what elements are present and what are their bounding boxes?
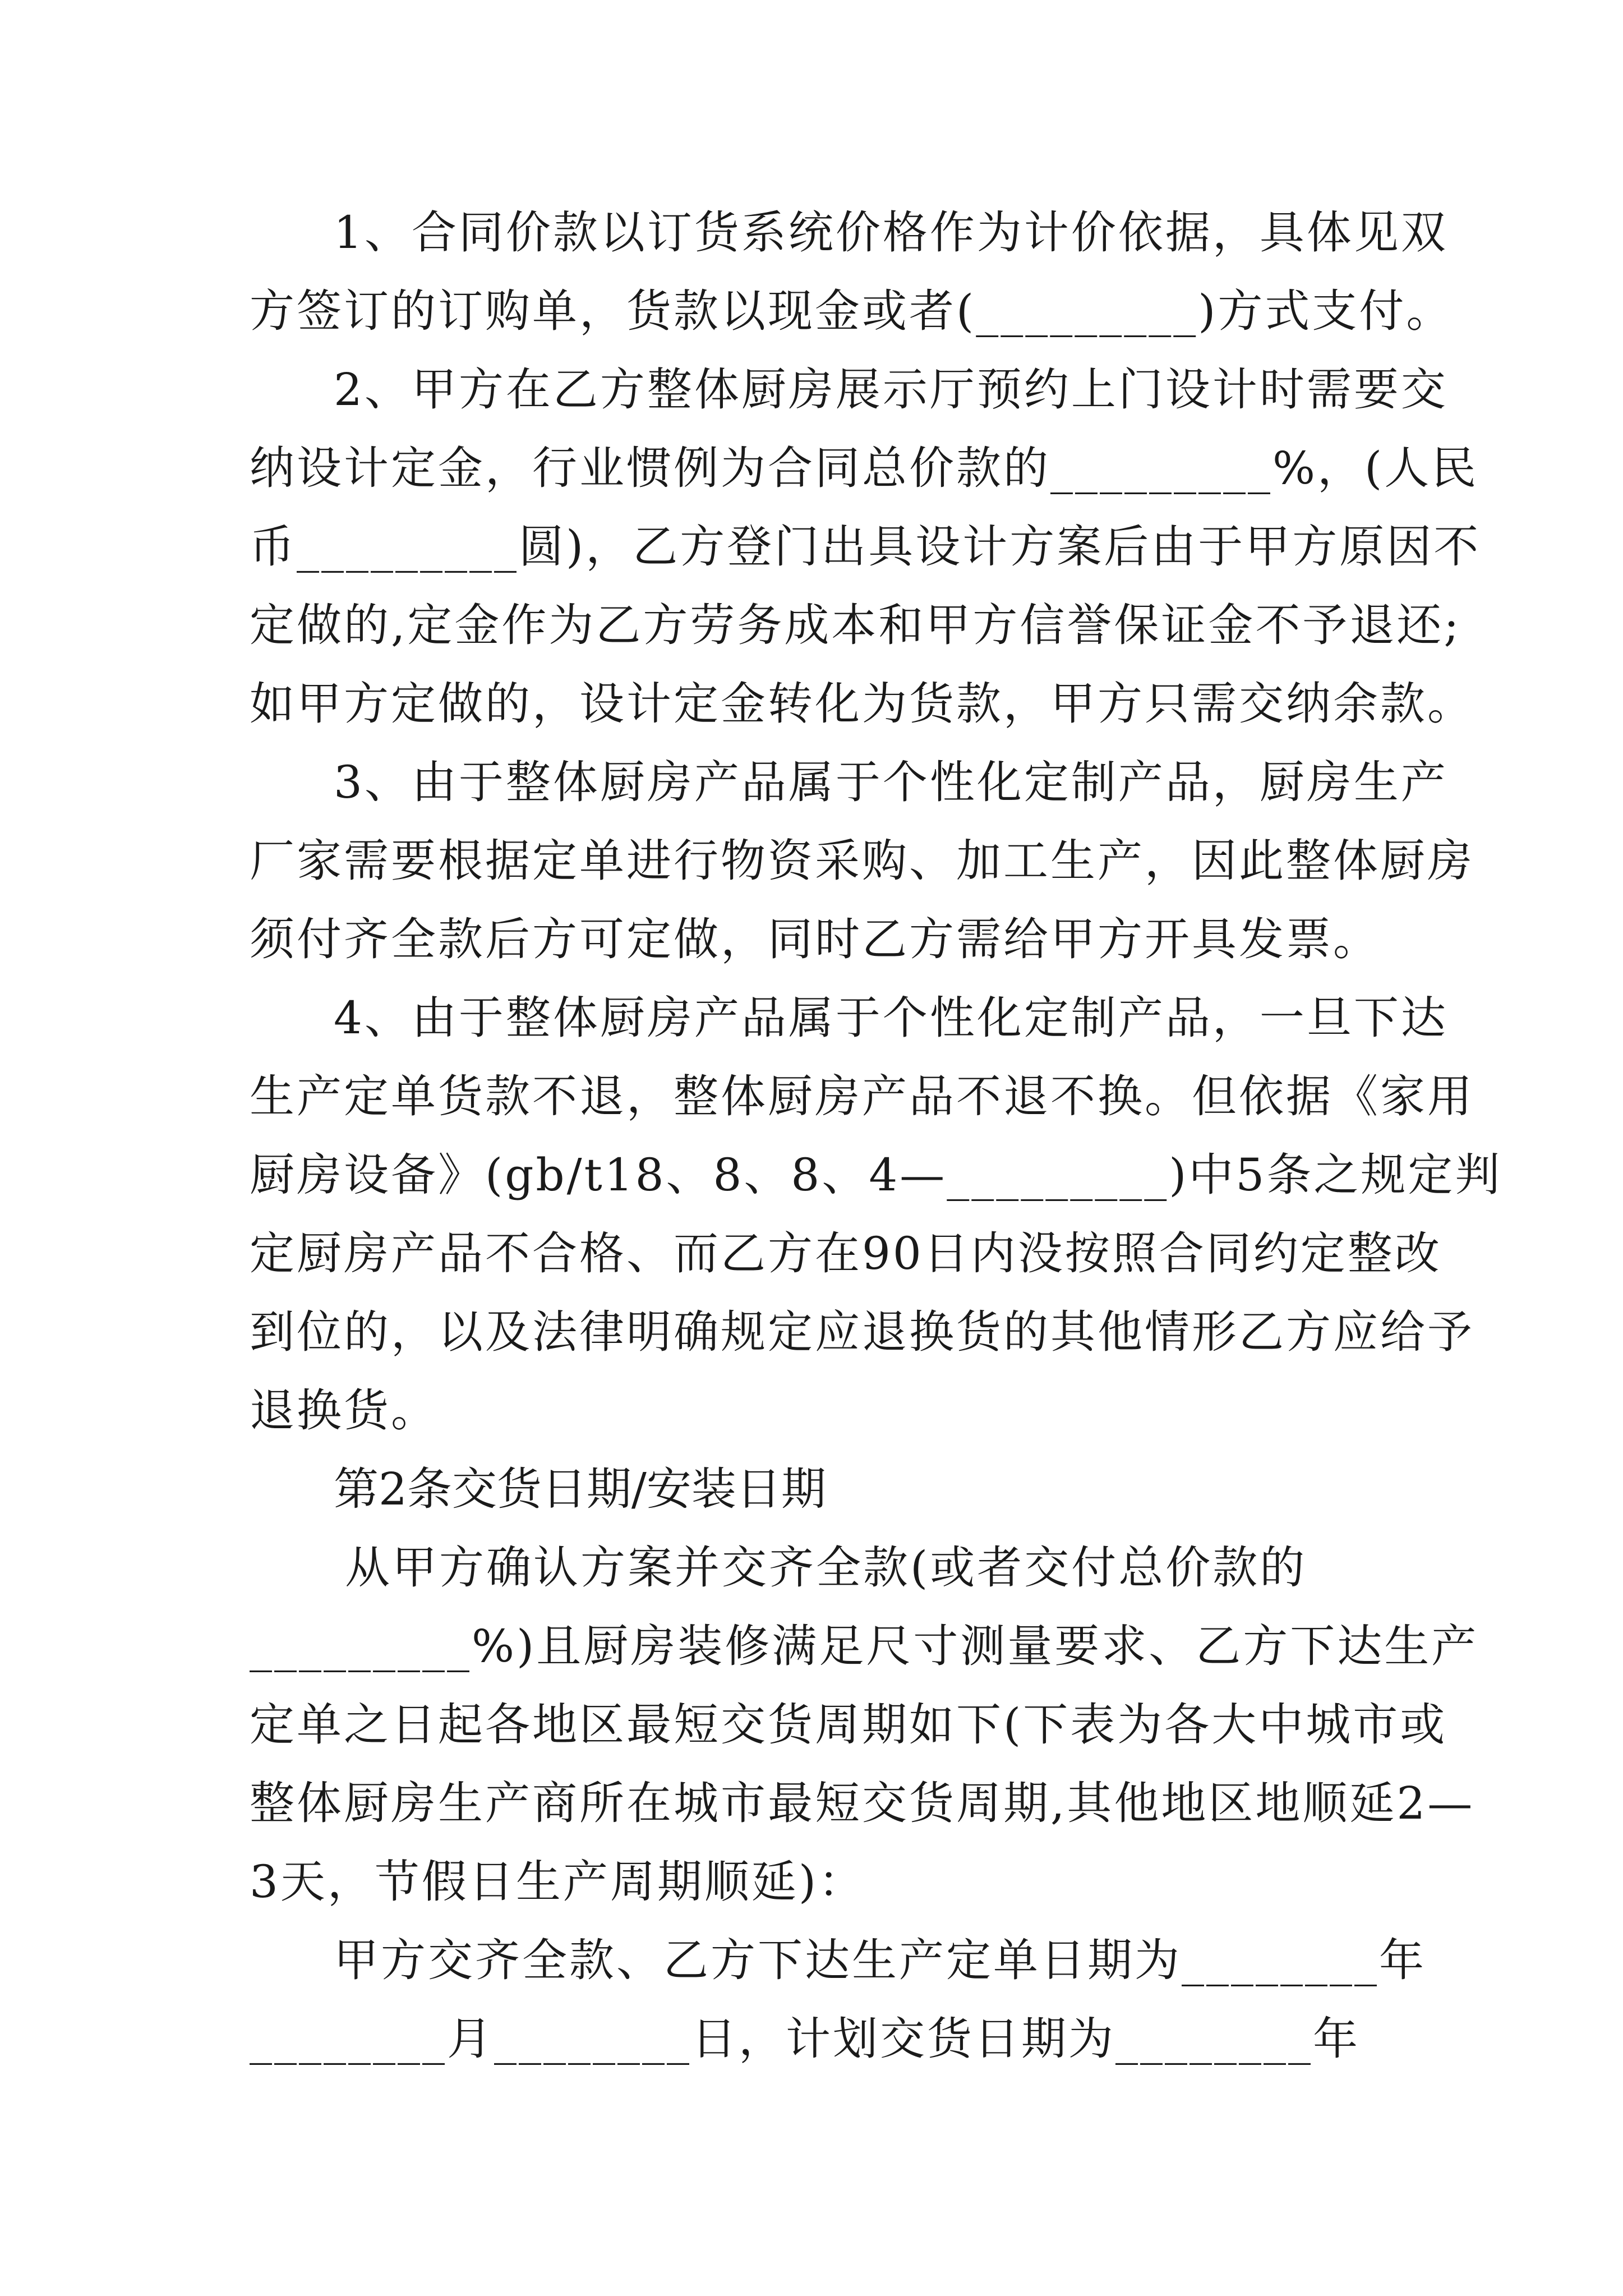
- text-line: 纳设计定金，行业惯例为合同总价款的_________%，(人民: [250, 442, 1479, 494]
- text-line: 3天，节假日生产周期顺延)：: [250, 1856, 866, 1908]
- text-line: 4、由于整体厨房产品属于个性化定制产品，一旦下达: [334, 992, 1448, 1044]
- text-line: 甲方交齐全款、乙方下达生产定单日期为________年: [334, 1934, 1426, 1986]
- text-line: 到位的，以及法律明确规定应退换货的其他情形乙方应给予: [250, 1306, 1474, 1358]
- text-line: ________月________日，计划交货日期为________年: [250, 2013, 1360, 2065]
- text-line: 3、由于整体厨房产品属于个性化定制产品，厨房生产: [334, 756, 1448, 808]
- text-line: 整体厨房生产商所在城市最短交货周期,其他地区地顺延2—: [250, 1777, 1475, 1829]
- text-line: 须付齐全款后方可定做，同时乙方需给甲方开具发票。: [250, 913, 1380, 965]
- text-line: 2、甲方在乙方整体厨房展示厅预约上门设计时需要交: [334, 364, 1448, 416]
- text-line: 厨房设备》(gb/t18、8、8、4—_________)中5条之规定判: [250, 1149, 1502, 1201]
- text-line: 币_________圆)，乙方登门出具设计方案后由于甲方原因不: [250, 521, 1481, 573]
- text-line: 退换货。: [250, 1384, 438, 1437]
- text-line: _________%)且厨房装修满足尺寸测量要求、乙方下达生产: [250, 1620, 1479, 1672]
- text-line: 厂家需要根据定单进行物资采购、加工生产，因此整体厨房: [250, 835, 1474, 887]
- section-heading: 第2条交货日期/安装日期: [334, 1463, 826, 1515]
- text-line: 方签订的订购单，货款以现金或者(_________)方式支付。: [250, 285, 1454, 337]
- text-line: 定做的,定金作为乙方劳务成本和甲方信誉保证金不予退还;: [250, 599, 1461, 651]
- text-line: 生产定单货款不退，整体厨房产品不退不换。但依据《家用: [250, 1070, 1474, 1122]
- text-line: 定厨房产品不合格、而乙方在90日内没按照合同约定整改: [250, 1227, 1442, 1280]
- text-line: 如甲方定做的，设计定金转化为货款，甲方只需交纳余款。: [250, 678, 1474, 730]
- text-line: 定单之日起各地区最短交货周期如下(下表为各大中城市或: [250, 1699, 1447, 1751]
- text-line: 1、合同价款以订货系统价格作为计价依据，具体见双: [334, 206, 1448, 259]
- text-line: 从甲方确认方案并交齐全款(或者交付总价款的: [345, 1542, 1307, 1594]
